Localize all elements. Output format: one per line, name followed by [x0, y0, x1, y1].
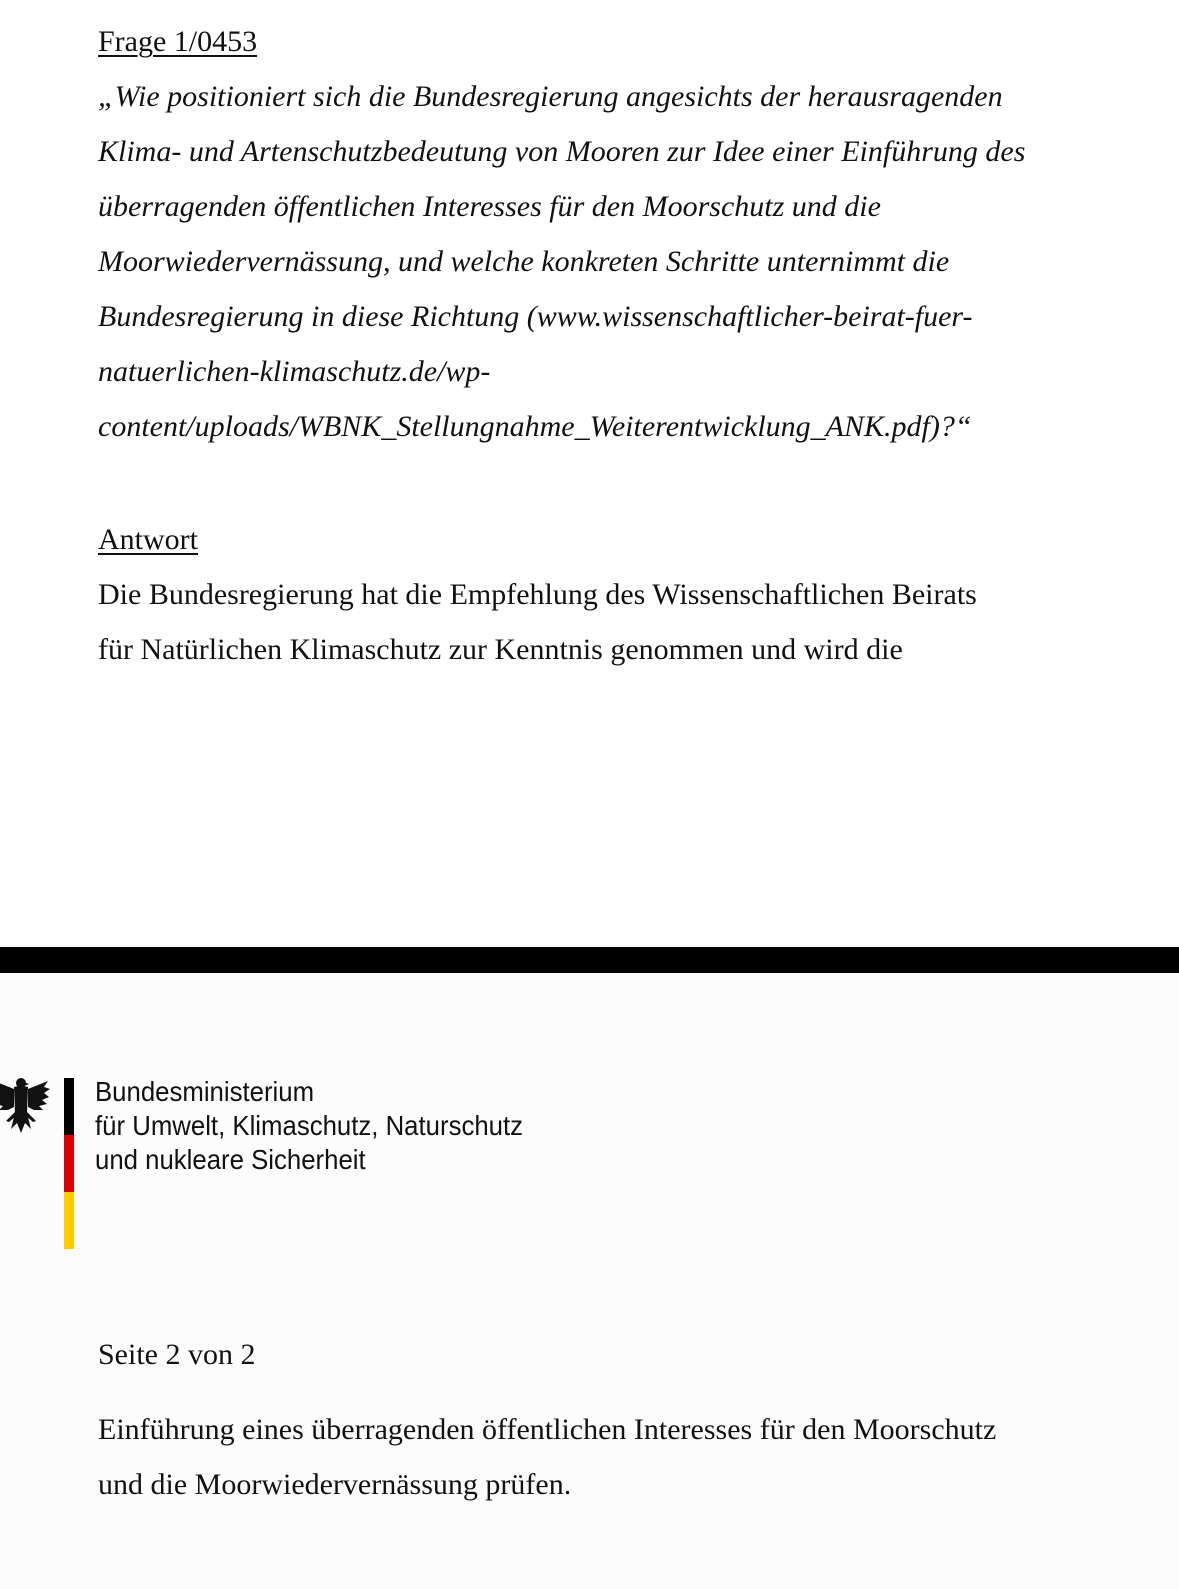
ministry-line: für Umwelt, Klimaschutz, Naturschutz — [95, 1110, 524, 1141]
answer-line: für Natürlichen Klimaschutz zur Kenntnis genommen und wird die — [98, 633, 903, 666]
page-divider — [0, 947, 1179, 973]
question-heading: Frage 1/0453 — [98, 25, 258, 58]
ministry-line: Bundesministerium — [95, 1076, 315, 1107]
question-line: Klima- und Artenschutzbedeutung von Mooren zur Idee einer Einführung des — [98, 135, 1026, 168]
page-indicator: Seite 2 von 2 — [98, 1338, 256, 1371]
question-line: überragenden öffentlichen Interesses für den Moorschutz und die — [98, 190, 881, 223]
body-line: und die Moorwiedervernässung prüfen. — [98, 1468, 572, 1501]
question-line: Moorwiedervernässung, und welche konkreten Schritte unternimmt die — [98, 245, 950, 278]
answer-heading: Antwort — [98, 523, 198, 556]
question-line: natuerlichen-klimaschutz.de/wp- — [98, 355, 491, 388]
ministry-line: und nukleare Sicherheit — [95, 1144, 366, 1175]
question-line: Bundesregierung in diese Richtung (www.wissenschaftlicher-beirat-fuer- — [98, 300, 973, 333]
federal-eagle-icon — [0, 1073, 50, 1145]
flag-black-stripe — [64, 1078, 74, 1135]
flag-stripe — [64, 1078, 74, 1249]
question-line: „Wie positioniert sich die Bundesregierung angesichts der herausragenden — [98, 80, 1003, 113]
ministry-name — [95, 1075, 523, 1177]
body-line: Einführung eines überragenden öffentlichen Interesses für den Moorschutz — [98, 1413, 997, 1446]
answer-line: Die Bundesregierung hat die Empfehlung des Wissenschaftlichen Beirats — [98, 578, 977, 611]
question-line: content/uploads/WBNK_Stellungnahme_Weiterentwicklung_ANK.pdf)?“ — [98, 410, 972, 443]
flag-gold-stripe — [64, 1192, 74, 1249]
flag-red-stripe — [64, 1135, 74, 1192]
